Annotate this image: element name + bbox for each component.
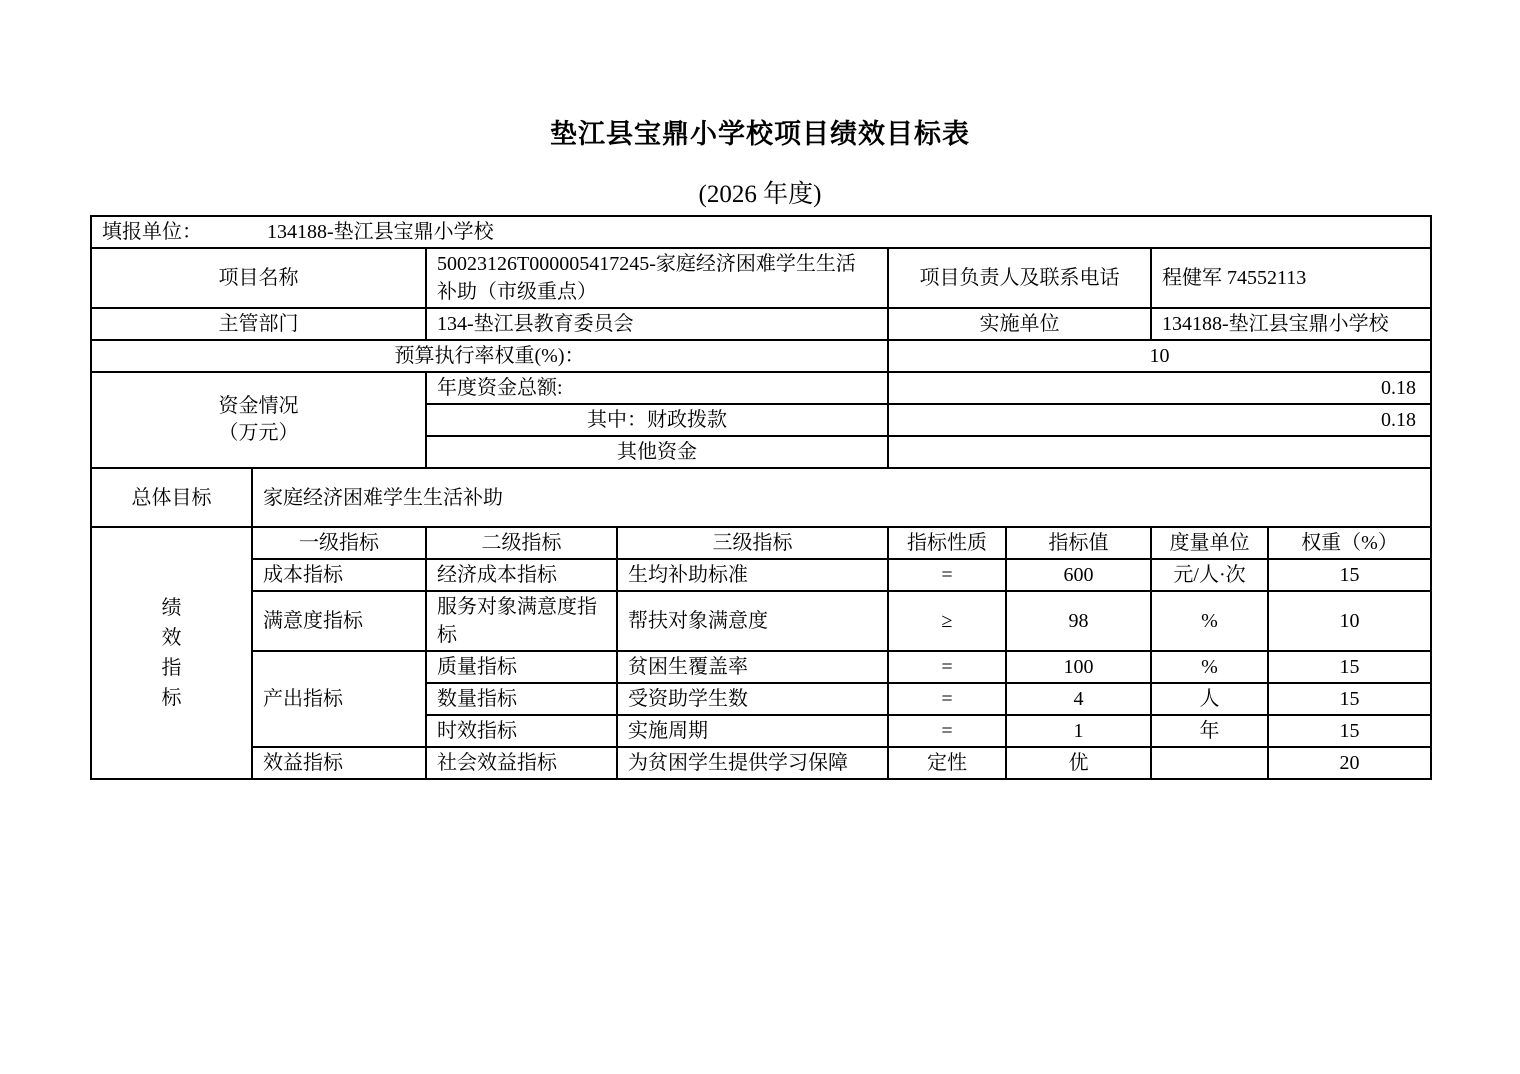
project-name-row <box>91 248 1431 308</box>
reporting-unit-row <box>91 216 1431 248</box>
benefit-unit <box>1151 747 1268 779</box>
benefit-value: 优 <box>1006 747 1151 779</box>
cost-level2: 经济成本指标 <box>426 559 617 591</box>
department-label: 主管部门 <box>91 308 426 340</box>
funds-total-row <box>91 372 1431 404</box>
cost-level1: 成本指标 <box>252 559 426 591</box>
satisfaction-level1: 满意度指标 <box>252 591 426 651</box>
indicator-row-satisfaction <box>91 591 1431 651</box>
quality-level3: 贫困生覆盖率 <box>617 651 888 683</box>
budget-weight-label: 预算执行率权重(%)： <box>91 340 888 372</box>
indicator-header-row <box>91 527 1431 559</box>
benefit-level1: 效益指标 <box>252 747 426 779</box>
indicator-row-cost <box>91 559 1431 591</box>
header-level3: 三级指标 <box>617 527 888 559</box>
reporting-unit-value: 134188-垫江县宝鼎小学校 <box>267 221 494 243</box>
timeliness-level2: 时效指标 <box>426 715 617 747</box>
header-value: 指标值 <box>1006 527 1151 559</box>
quantity-unit: 人 <box>1151 683 1268 715</box>
quantity-level2: 数量指标 <box>426 683 617 715</box>
budget-weight-value: 10 <box>888 340 1431 372</box>
indicator-side-label-cell <box>91 527 252 779</box>
funds-other-label: 其他资金 <box>426 436 888 468</box>
project-name-label: 项目名称 <box>91 248 426 308</box>
funds-label <box>91 372 426 468</box>
timeliness-weight: 15 <box>1268 715 1431 747</box>
project-name-value: 50023126T000005417245-家庭经济困难学生生活补助（市级重点） <box>426 248 888 308</box>
overall-goal-label: 总体目标 <box>91 468 252 527</box>
performance-target-table <box>90 215 1432 780</box>
quantity-weight: 15 <box>1268 683 1431 715</box>
funds-other-value <box>888 436 1431 468</box>
benefit-nature: 定性 <box>888 747 1006 779</box>
budget-weight-row <box>91 340 1431 372</box>
quality-nature: = <box>888 651 1006 683</box>
timeliness-nature: = <box>888 715 1006 747</box>
benefit-weight: 20 <box>1268 747 1431 779</box>
header-weight: 权重（%） <box>1268 527 1431 559</box>
quantity-nature: = <box>888 683 1006 715</box>
department-row <box>91 308 1431 340</box>
reporting-unit-cell <box>91 216 1431 248</box>
cost-unit: 元/人·次 <box>1151 559 1268 591</box>
cost-level3: 生均补助标准 <box>617 559 888 591</box>
quality-weight: 15 <box>1268 651 1431 683</box>
funds-fiscal-value: 0.18 <box>888 404 1431 436</box>
overall-goal-value: 家庭经济困难学生生活补助 <box>252 468 1431 527</box>
satisfaction-level3: 帮扶对象满意度 <box>617 591 888 651</box>
cost-weight: 15 <box>1268 559 1431 591</box>
indicator-side-label: 绩效指标 <box>161 597 182 709</box>
benefit-level2: 社会效益指标 <box>426 747 617 779</box>
page-subtitle: (2026 年度) <box>698 181 822 208</box>
output-level1: 产出指标 <box>252 651 426 747</box>
cost-nature: = <box>888 559 1006 591</box>
project-leader-value: 程健军 74552113 <box>1151 248 1431 308</box>
satisfaction-value: 98 <box>1006 591 1151 651</box>
funds-fiscal-label: 其中：财政拨款 <box>426 404 888 436</box>
header-unit: 度量单位 <box>1151 527 1268 559</box>
reporting-unit-label: 填报单位： <box>102 221 202 243</box>
implementing-unit-value: 134188-垫江县宝鼎小学校 <box>1151 308 1431 340</box>
timeliness-unit: 年 <box>1151 715 1268 747</box>
timeliness-value: 1 <box>1006 715 1151 747</box>
satisfaction-nature: ≥ <box>888 591 1006 651</box>
funds-total-value: 0.18 <box>888 372 1431 404</box>
header-level2: 二级指标 <box>426 527 617 559</box>
department-value: 134-垫江县教育委员会 <box>426 308 888 340</box>
satisfaction-level2: 服务对象满意度指标 <box>426 591 617 651</box>
overall-goal-row <box>91 468 1431 527</box>
page-title: 垫江县宝鼎小学校项目绩效目标表 <box>550 119 970 149</box>
quality-value: 100 <box>1006 651 1151 683</box>
header-nature: 指标性质 <box>888 527 1006 559</box>
quantity-value: 4 <box>1006 683 1151 715</box>
benefit-level3: 为贫困学生提供学习保障 <box>617 747 888 779</box>
quality-level2: 质量指标 <box>426 651 617 683</box>
implementing-unit-label: 实施单位 <box>888 308 1151 340</box>
satisfaction-weight: 10 <box>1268 591 1431 651</box>
indicator-row-quality <box>91 651 1431 683</box>
satisfaction-unit: % <box>1151 591 1268 651</box>
quality-unit: % <box>1151 651 1268 683</box>
funds-label-line2: （万元） <box>218 422 299 444</box>
funds-total-label: 年度资金总额: <box>426 372 888 404</box>
funds-label-line1: 资金情况 <box>218 395 299 417</box>
indicator-row-benefit <box>91 747 1431 779</box>
project-leader-label: 项目负责人及联系电话 <box>888 248 1151 308</box>
header-level1: 一级指标 <box>252 527 426 559</box>
quantity-level3: 受资助学生数 <box>617 683 888 715</box>
cost-value: 600 <box>1006 559 1151 591</box>
timeliness-level3: 实施周期 <box>617 715 888 747</box>
